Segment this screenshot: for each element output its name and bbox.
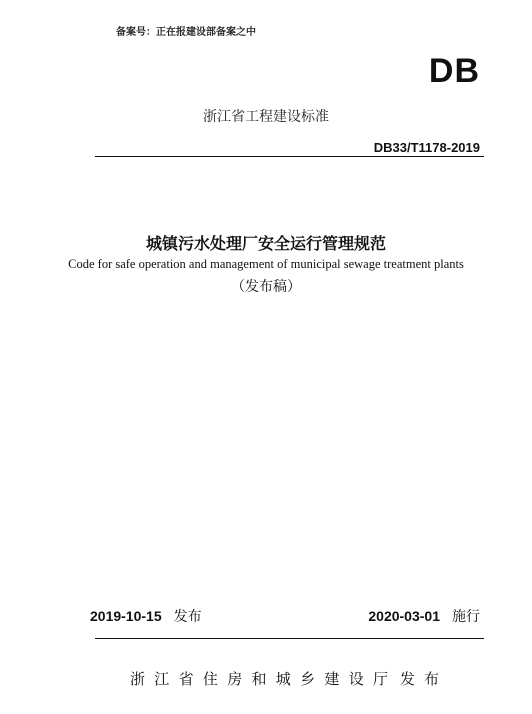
document-title-english: Code for safe operation and management of municipal sewage treatment plants <box>68 257 464 271</box>
publisher: 浙江省住房和城乡建设厅 <box>130 670 398 688</box>
document-status: （发布稿） <box>231 279 301 295</box>
implementation-label: 施行 <box>452 609 480 625</box>
standard-code: DB33/T1178-2019 <box>373 140 480 155</box>
publish-action: 发布 <box>400 670 449 688</box>
implementation-date: 2020-03-01 <box>368 608 440 624</box>
issue-label: 发布 <box>173 609 202 625</box>
issue-date: 2019-10-15 <box>90 608 162 624</box>
filing-note: 备案号：正在报建设部备案之中 <box>116 27 256 38</box>
implementation-info <box>368 606 480 626</box>
standard-mark: DB <box>428 52 480 90</box>
document-title: 城镇污水处理厂安全运行管理规范 <box>145 234 386 253</box>
issue-info <box>90 606 202 626</box>
header-divider <box>95 156 484 157</box>
footer-divider <box>95 638 484 639</box>
standard-type: 浙江省工程建设标准 <box>203 109 329 125</box>
